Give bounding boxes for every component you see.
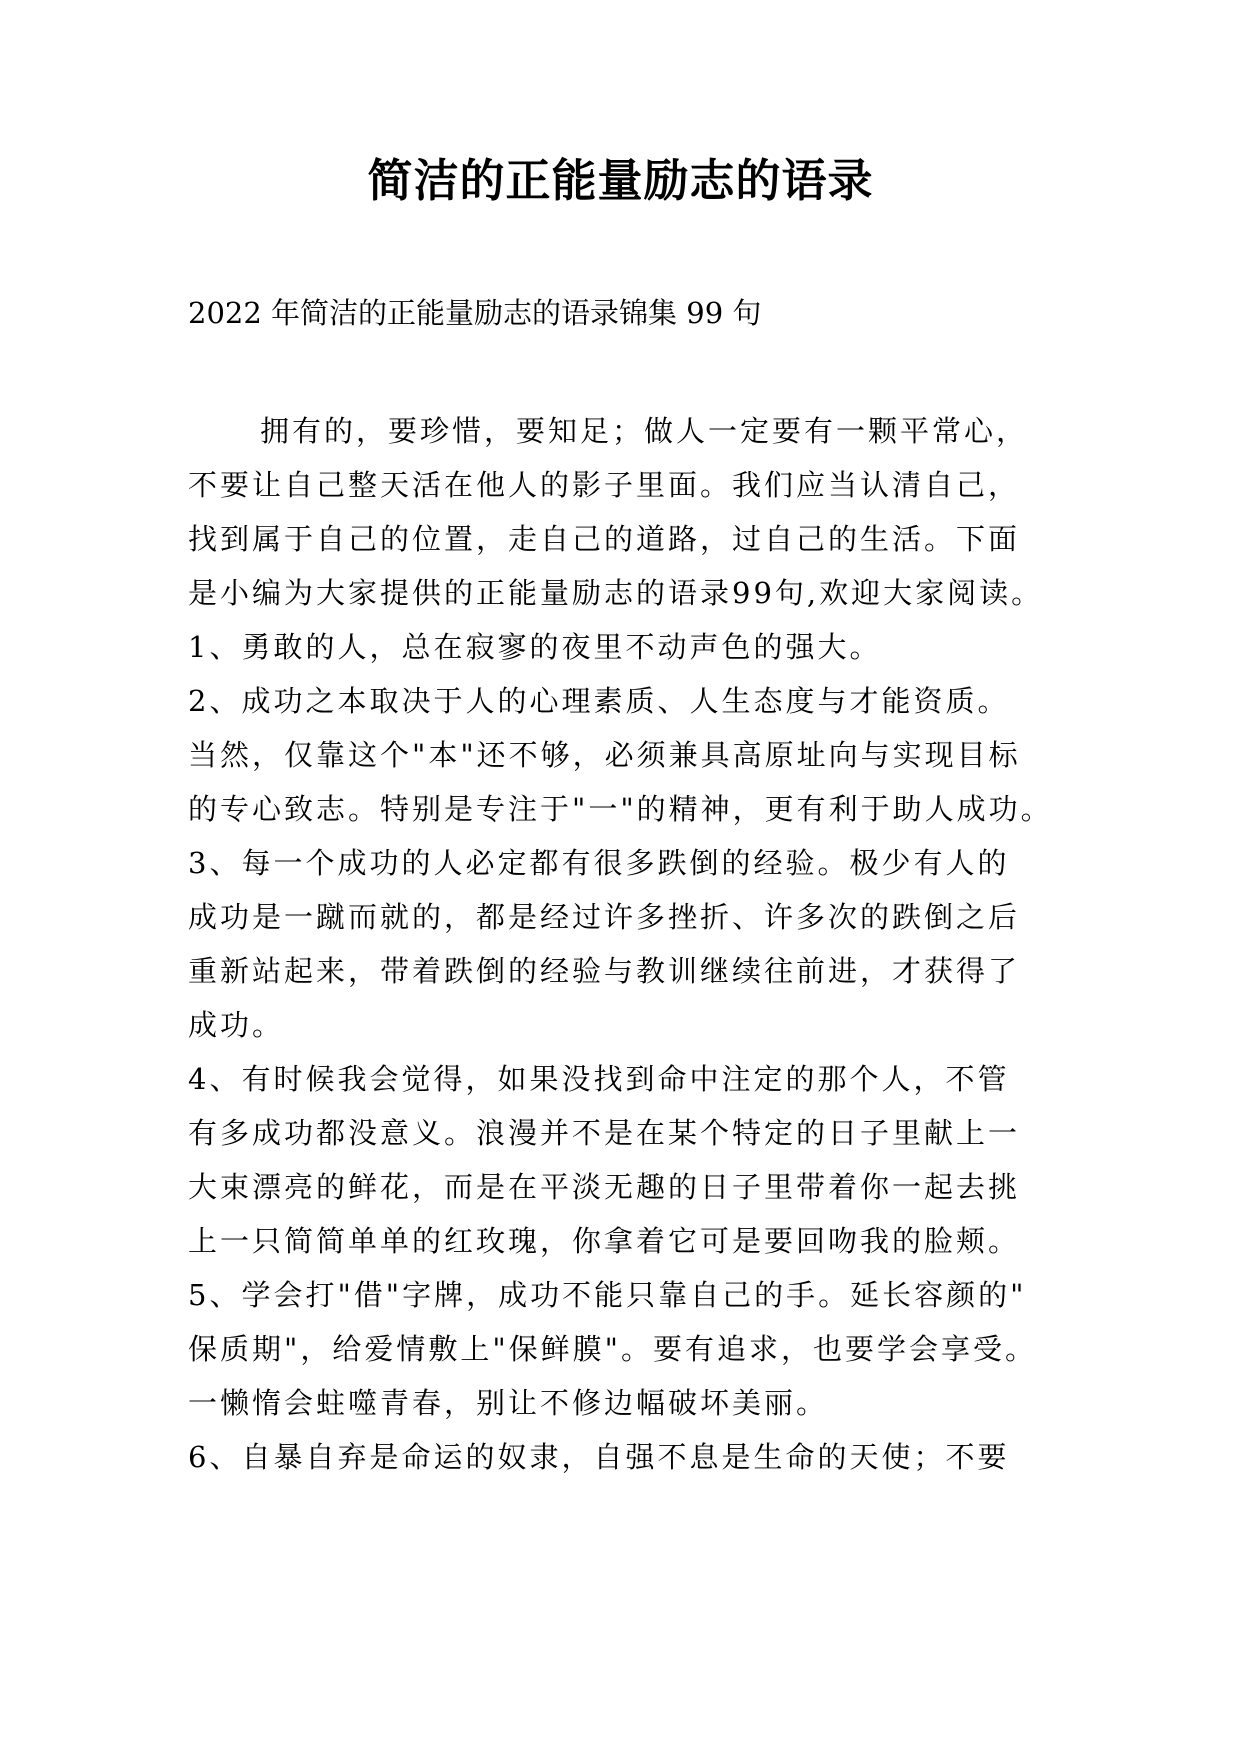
quote-1-line-1: 1、勇敢的人，总在寂寥的夜里不动声色的强大。 [188, 630, 882, 664]
quote-2-line-1: 2、成功之本取决于人的心理素质、人生态度与才能资质。 [188, 684, 1010, 718]
quote-2-line-3: 的专心致志。特别是专注于"一"的精神，更有利于助人成功。 [188, 792, 1053, 826]
quote-4-line-3: 大束漂亮的鲜花，而是在平淡无趣的日子里带着你一起去挑 [188, 1170, 1021, 1204]
document-title: 简洁的正能量励志的语录 [367, 154, 874, 207]
quote-3-line-1: 3、每一个成功的人必定都有很多跌倒的经验。极少有人的 [188, 846, 1010, 880]
quote-3-line-4: 成功。 [188, 1008, 285, 1042]
quote-4-line-1: 4、有时候我会觉得，如果没找到命中注定的那个人，不管 [188, 1062, 1010, 1096]
document-subtitle: 2022 年简洁的正能量励志的语录锦集 99 句 [188, 296, 762, 330]
quote-4-line-4: 上一只简简单单的红玫瑰，你拿着它可是要回吻我的脸颊。 [188, 1224, 1021, 1258]
quote-5-line-1: 5、学会打"借"字牌，成功不能只靠自己的手。延长容颜的" [188, 1278, 1027, 1312]
quote-5-line-3: 一懒惰会蛀噬青春，别让不修边幅破坏美丽。 [188, 1386, 829, 1420]
quote-2-line-2: 当然，仅靠这个"本"还不够，必须兼具高原址向与实现目标 [188, 738, 1021, 772]
document-body [188, 404, 1088, 1484]
quote-4-line-2: 有多成功都没意义。浪漫并不是在某个特定的日子里献上一 [188, 1116, 1021, 1150]
quote-5-line-2: 保质期"，给爱情敷上"保鲜膜"。要有追求，也要学会享受。 [188, 1332, 1038, 1366]
intro-line-4: 是小编为大家提供的正能量励志的语录99句,欢迎大家阅读。 [188, 576, 1044, 610]
quote-3-line-3: 重新站起来，带着跌倒的经验与教训继续往前进，才获得了 [188, 954, 1021, 988]
quote-6-line-1: 6、自暴自弃是命运的奴隶，自强不息是生命的天使；不要 [188, 1440, 1010, 1474]
intro-line-1: 拥有的，要珍惜，要知足；做人一定要有一颗平常心， [260, 414, 1029, 448]
quote-3-line-2: 成功是一蹴而就的，都是经过许多挫折、许多次的跌倒之后 [188, 900, 1021, 934]
intro-line-3: 找到属于自己的位置，走自己的道路，过自己的生活。下面 [188, 522, 1021, 556]
intro-line-2: 不要让自己整天活在他人的影子里面。我们应当认清自己， [188, 468, 1021, 502]
